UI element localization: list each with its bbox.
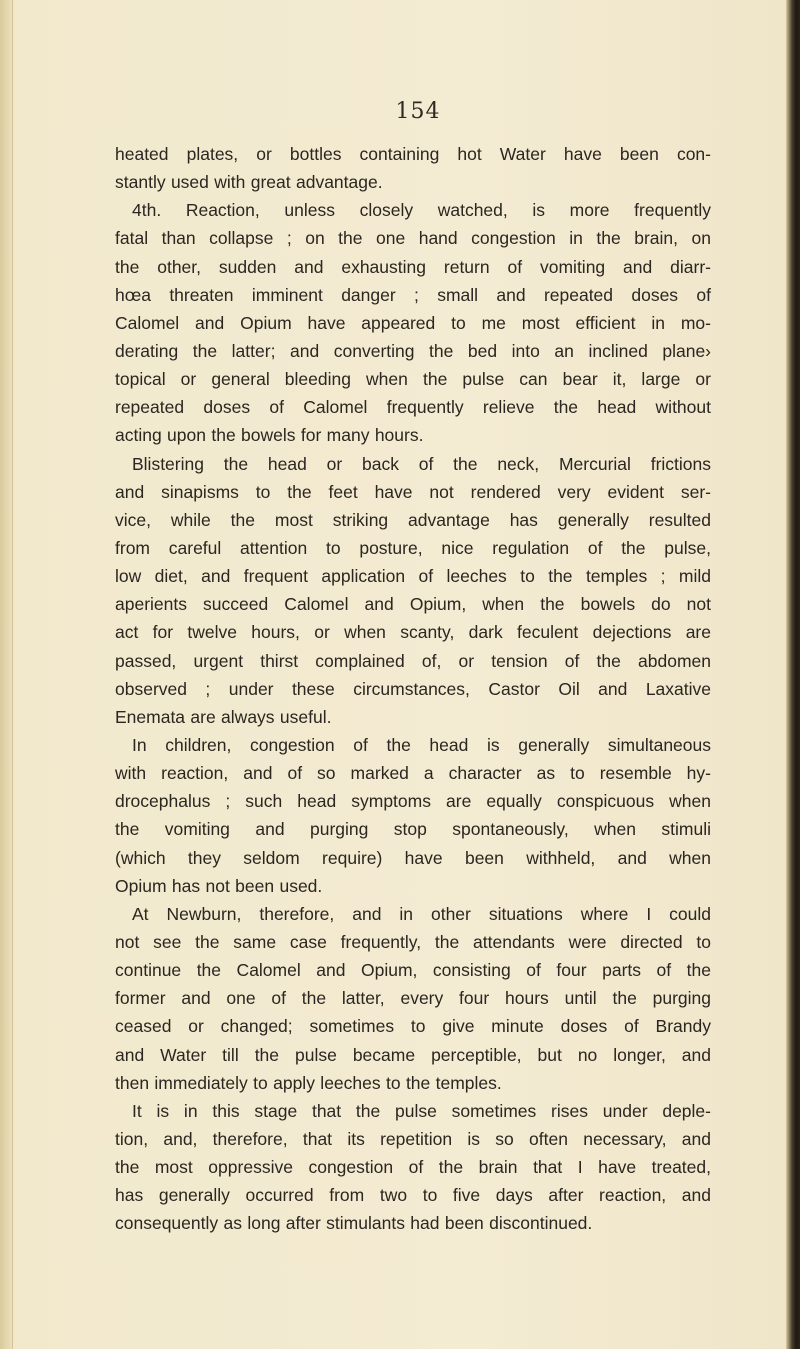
text-line: has generally occurred from two to five days after reaction, and: [115, 1185, 711, 1206]
text-line: topical or general bleeding when the pulse can bear it, large or: [115, 369, 711, 390]
text-line: continue the Calomel and Opium, consisting of four parts of the: [115, 960, 711, 981]
text-line: the vomiting and purging stop spontaneously, when stimuli: [115, 819, 711, 840]
text-line: the other, sudden and exhausting return of vomiting and diarr-: [115, 256, 711, 277]
page-number: 154: [395, 99, 441, 124]
text-line: It is in this stage that the pulse sometimes rises under deple-: [132, 1100, 711, 1121]
text-line: Opium has not been used.: [115, 875, 323, 896]
text-line: former and one of the latter, every four hours until the purging: [115, 988, 711, 1009]
text-line: then immediately to apply leeches to the temples.: [115, 1072, 502, 1093]
text-line: not see the same case frequently, the attendants were directed to: [115, 931, 711, 952]
text-line: low diet, and frequent application of leeches to the temples ; mild: [115, 566, 711, 587]
text-line: consequently as long after stimulants had been discontinued.: [115, 1213, 593, 1234]
page-left-gutter: [0, 0, 13, 1349]
text-line: In children, congestion of the head is generally simultaneous: [132, 734, 711, 755]
text-line: acting upon the bowels for many hours.: [115, 425, 424, 446]
text-line: and Water till the pulse became perceptible, but no longer, and: [115, 1044, 711, 1065]
text-line: and sinapisms to the feet have not rendered very evident ser-: [115, 481, 711, 502]
text-line: aperients succeed Calomel and Opium, when the bowels do not: [115, 594, 711, 615]
text-line: from careful attention to posture, nice regulation of the pulse,: [115, 537, 711, 558]
text-line: heated plates, or bottles containing hot Water have been con-: [115, 144, 711, 164]
text-line: hœa threaten imminent danger ; small and repeated doses of: [115, 284, 711, 305]
text-line: repeated doses of Calomel frequently relieve the head without: [115, 397, 711, 418]
text-line: Enemata are always useful.: [115, 706, 332, 727]
text-line: At Newburn, therefore, and in other situations where I could: [132, 903, 711, 924]
page-right-edge: [786, 0, 800, 1349]
text-line: the most oppressive congestion of the brain that I have treated,: [115, 1157, 711, 1178]
text-line: vice, while the most striking advantage has generally resulted: [115, 509, 711, 530]
text-line: observed ; under these circumstances, Castor Oil and Laxative: [115, 678, 711, 699]
text-line: fatal than collapse ; on the one hand congestion in the brain, on: [115, 228, 711, 249]
text-line: Blistering the head or back of the neck, Mercurial frictions: [132, 453, 711, 474]
text-line: act for twelve hours, or when scanty, dark feculent dejections are: [115, 622, 711, 643]
text-line: 4th. Reaction, unless closely watched, is more frequently: [132, 200, 711, 221]
text-line: tion, and, therefore, that its repetition is so often necessary, and: [115, 1128, 711, 1149]
text-line: passed, urgent thirst complained of, or tension of the abdomen: [115, 650, 711, 671]
text-line: ceased or changed; sometimes to give minute doses of Brandy: [115, 1016, 711, 1037]
text-line: (which they seldom require) have been withheld, and when: [115, 847, 711, 868]
body-text: [115, 140, 711, 1237]
text-line: stantly used with great advantage.: [115, 172, 383, 193]
text-line: with reaction, and of so marked a character as to resemble hy-: [115, 763, 711, 784]
text-line: drocephalus ; such head symptoms are equally conspicuous when: [115, 791, 711, 812]
text-line: derating the latter; and converting the bed into an inclined plane›: [115, 340, 711, 361]
text-line: Calomel and Opium have appeared to me most efficient in mo-: [115, 312, 711, 333]
